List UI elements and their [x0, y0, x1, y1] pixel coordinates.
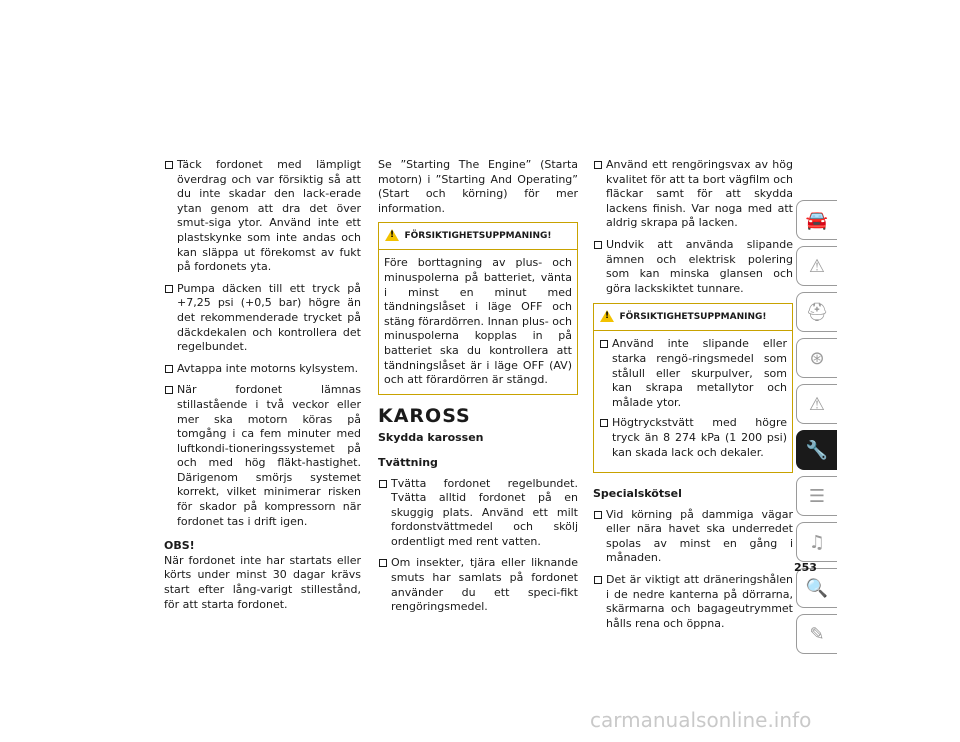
safety-icon[interactable]: ⛑	[796, 292, 837, 332]
list-item: Täck fordonet med lämpligt överdrag och var försiktig så att du inte skadar den lack-erade ytan genom att dra det över smut-siga ytor. Använd inte ett plastskynke som inte andas och kan släppa ut förekomst av fukt på fordonets yta.	[164, 158, 361, 275]
multimedia-icon[interactable]: ♫	[796, 522, 837, 562]
warning-icon: !	[600, 310, 614, 322]
warning-bullets	[599, 337, 787, 460]
chapter-tabs	[796, 200, 840, 660]
warning-title: FÖRSIKTIGHETSUPPMANING!	[619, 312, 767, 323]
section-title: KAROSS	[378, 404, 471, 427]
warning-body	[594, 331, 792, 472]
list-item: Tvätta fordonet regelbundet. Tvätta alltid fordonet på en skuggig plats. Använd ett milt fordonstvättmedel och skölj ordentligt med rent vatten.	[378, 477, 578, 550]
subsection-title: Skydda karossen	[378, 431, 484, 445]
column-2	[378, 158, 578, 622]
note-label: OBS!	[164, 539, 195, 553]
warning-icon: !	[385, 229, 399, 241]
list-item: Avtappa inte motorns kylsystem.	[164, 362, 361, 377]
note-text: När fordonet inte har startats eller körts under minst 30 dagar krävs start efter lång-varigt stillestånd, för att starta fordonet.	[164, 553, 361, 611]
dashboard-icon[interactable]: ⚠	[796, 246, 837, 286]
service-icon[interactable]: 🔧	[796, 430, 837, 470]
list-item: Vid körning på dammiga vägar eller nära havet ska underredet spolas av minst en gång i månaden.	[593, 508, 793, 566]
storage-bullets	[164, 158, 361, 529]
warning-box	[593, 303, 793, 473]
watermark: carmanualsonline.info	[590, 708, 812, 732]
list-item: Om insekter, tjära eller liknande smuts har samlats på fordonet använder du ett speci-fikt rengöringsmedel.	[378, 556, 578, 614]
warning-title: FÖRSIKTIGHETSUPPMANING!	[404, 231, 552, 242]
page-number: 253	[794, 561, 817, 574]
list-item: Högtryckstvätt med högre tryck än 8 274 kPa (1 200 psi) kan skada lack och dekaler.	[599, 416, 787, 460]
subsubsection-title: Tvättning	[378, 455, 438, 469]
washing-bullets	[378, 477, 578, 615]
car-info-icon[interactable]: 🚘	[796, 200, 837, 240]
warning-header	[594, 304, 792, 331]
wax-bullets	[593, 158, 793, 296]
warning-header	[379, 223, 577, 250]
intro-text: Se ”Starting The Engine” (Starta motorn) i ”Starting And Operating” (Start och körning) för mer information.	[378, 158, 578, 215]
language-icon[interactable]: ✎	[796, 614, 837, 654]
emergency-icon[interactable]: ⚠	[796, 384, 837, 424]
list-item: Använd ett rengöringsvax av hög kvalitet för att ta bort vägfilm och fläckar samt för att skydda lackens finish. Var noga med att aldrig skrapa på lacken.	[593, 158, 793, 231]
column-1	[164, 158, 361, 612]
list-item: Det är viktigt att dräneringshålen i de nedre kanterna på dörrarna, skärmarna och bagageutrymmet hålls rena och öppna.	[593, 573, 793, 631]
list-item: Pumpa däcken till ett tryck på +7,25 psi (+0,5 bar) högre än det rekommenderade trycket på däckdekalen och kontrollera det regelbundet.	[164, 282, 361, 355]
list-item: Undvik att använda slipande ämnen och elektrisk polering som kan minska glansen och göra lackskiktet tunnare.	[593, 238, 793, 296]
column-3	[593, 158, 793, 638]
warning-text: Före borttagning av plus- och minuspolerna på batteriet, vänta i minst en minut med tändningslåset i läge OFF och stäng förardörren. Innan plus- och minuspolerna kopplas in på batteriet ska du kontrollera att tändningslåset är i läge OFF (AV) och att förardörren är stängd.	[384, 256, 572, 387]
warning-box	[378, 222, 578, 394]
list-item: Använd inte slipande eller starka rengö-ringsmedel som stålull eller skurpulver, som kan skrapa metallytor och målade ytor.	[599, 337, 787, 410]
special-care-bullets	[593, 508, 793, 632]
steering-wheel-icon[interactable]: ⊛	[796, 338, 837, 378]
specifications-icon[interactable]: ☰	[796, 476, 837, 516]
search-icon[interactable]: 🔍	[796, 568, 837, 608]
subsection-title: Specialskötsel	[593, 487, 682, 501]
list-item: När fordonet lämnas stillastående i två veckor eller mer ska motorn köras på tomgång i ca fem minuter med luftkondi-tioneringssystemet på och med hög fläkt-hastighet. Därigenom smörjs systemet korrekt, vilket minimerar risken för skador på kompressorn när fordonet tas i drift igen.	[164, 383, 361, 529]
